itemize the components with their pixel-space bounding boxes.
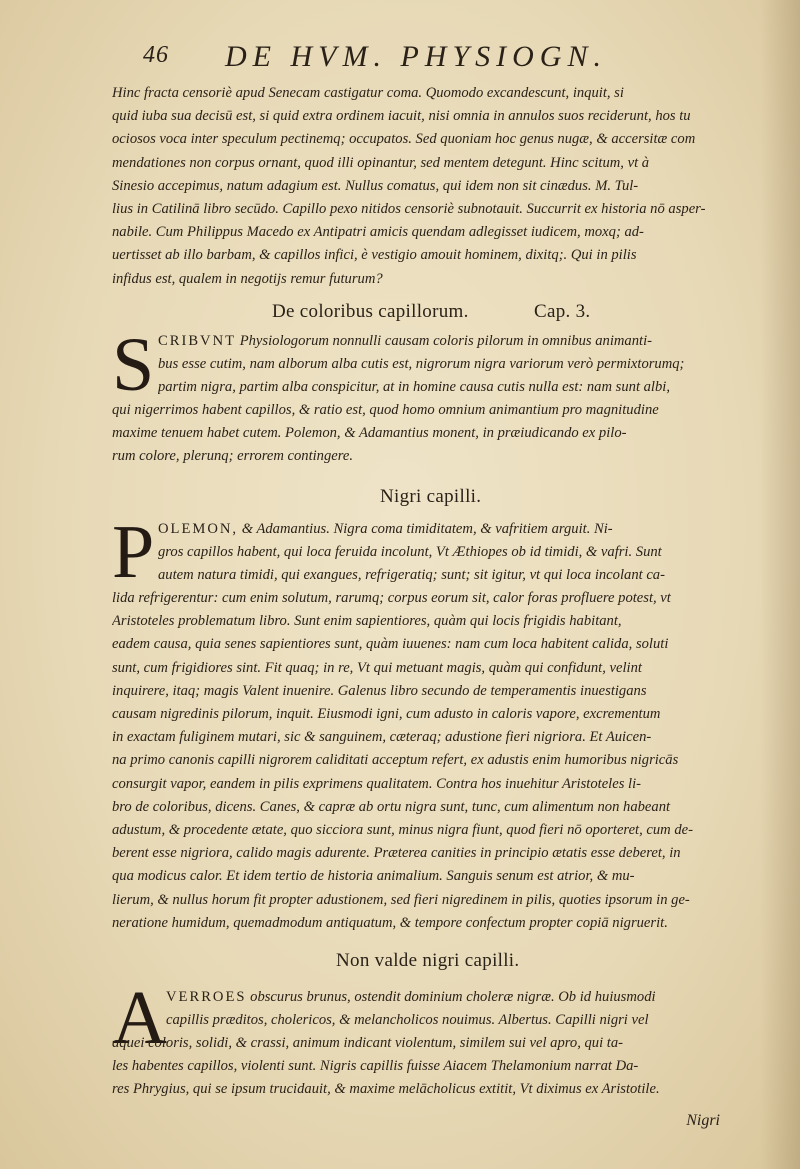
text-line: consurgit vapor, eandem in pilis exprimens qualitatem. Contra hos inuehitur Aristoteles li- [112,775,641,792]
text-line: qua modicus calor. Et idem tertio de historia animalium. Sanguis senum est atrior, & mu- [112,868,635,885]
text-line: quid iuba sua decisū est, si quid extra ordinem iacuit, nisi omnia in annulos suos reciderunt, hos tu [112,108,691,125]
running-title: DE HVM. PHYSIOGN. [225,40,607,73]
text-line: res Phrygius, qui se ipsum trucidauit, & maxime melācholicus extitit, Vt diximus ex Aristotile. [112,1081,660,1098]
text-line: maxime tenuem habet cutem. Polemon, & Adamantius monent, in præiudicando ex pilo- [112,425,627,442]
text-line: bro de coloribus, dicens. Canes, & capræ ab ortu nigra sunt, tunc, cum alimentum non habeant [112,798,671,815]
text-line-content: & Adamantius. Nigra coma timiditatem, & vafritiem arguit. Ni- [241,521,613,537]
text-line: qui nigerrimos habent capillos, & ratio est, quod homo omnium animantium pro magnitudine [112,402,659,418]
text-line-content: Physiologorum nonnulli causam coloris pilorum in omnibus animanti- [239,333,652,349]
text-line: les habentes capillos, violenti sunt. Nigris capillis fuisse Aiacem Thelamonium narrat Da- [112,1058,639,1075]
text-line: mendationes non corpus ornant, quod illi opinantur, sed mentem detegunt. Hinc scitum, vt à [112,154,650,171]
text-line: causam nigredinis pilorum, inquit. Eiusmodi igni, cum adusto in caloris vapore, excrementum [112,706,661,723]
text-line-content: obscurus brunus, ostendit dominium choleræ nigræ. Ob id huiusmodi [250,989,656,1005]
text-line: inquirere, itaq; magis Valent inuenire. Galenus libro secundo de temperamentis inuestigans [112,682,647,699]
text-line: ociosos voca inter speculum pectinemq; occupatos. Sed quoniam hoc genus nugæ, & accersitæ com [112,131,696,148]
text-line: rum colore, plerunq; errorem contingere. [112,448,354,465]
text-line: aquei coloris, solidi, & crassi, animum indicant violentum, similem sui vel apro, qui ta- [112,1035,624,1051]
section-heading: Non valde nigri capilli. [336,950,520,971]
text-line: eadem causa, quia senes sapientiores sunt, quàm iuuenes: nam cum loca habitent calida, soluti [112,636,669,653]
section-heading: De coloribus capillorum. [272,301,469,322]
section2-paragraph-rest [112,587,752,935]
text-line: gros capillos habent, qui loca feruida incolunt, Vt Æthiopes ob id timidi, & vafri. Sunt [158,544,662,561]
text-line [158,518,752,541]
section2-paragraph-top [158,518,752,588]
page-number: 46 [143,42,169,68]
page-header [143,40,703,80]
text-line: in exactam fuliginem mutari, sic & sanguinem, cæteraq; adustione fieri nigriora. Et Auicen- [112,729,652,746]
text-line: uertisset ab illo barbam, & capillos infici, è vestigio amouit hominem, dixitq;. Qui in pilis [112,247,637,264]
text-line: Sinesio accepimus, natum adagium est. Nullus comatus, qui idem non sit cinædus. M. Tul- [112,177,639,194]
text-line: bus esse cutim, nam alborum alba cutis est, nigrorum nigra variorum verò permixtorumq; [158,356,685,373]
text-line: partim nigra, partim alba conspicitur, at in homine causa cutis nulla est: nam sunt albi, [158,379,670,396]
text-line: neratione humidum, quemadmodum antiquatum, & tempore confectum propter copiā nigruerit. [112,914,668,931]
section3-paragraph-top [166,986,752,1032]
text-line: autem natura timidi, qui exangues, refrigeratiq; sunt; sit igitur, vt qui loca incolant ca- [158,567,665,584]
catchword: Nigri [686,1112,720,1129]
opening-word: VERROES [166,989,247,1005]
section3-paragraph-rest [112,1032,752,1102]
page-edge-shadow [760,0,800,1169]
drop-capital: S [112,323,155,407]
text-line: infidus est, qualem in negotijs remur futurum? [112,270,383,287]
text-line: lierum, & nullus horum fit propter adustionem, sed fieri nigredinem in pilis, quoties ipsorum in ge- [112,891,690,908]
text-line: adustum, & procedente ætate, quo sicciora sunt, minus nigra fiunt, quod fieri nō oporteret, cum de- [112,822,693,839]
text-line: lius in Catilinā libro secūdo. Capillo pexo nitidos censoriè subnotauit. Succurrit ex historia nō asper- [112,201,706,218]
text-line: sunt, cum frigidiores sint. Fit quaq; in re, Vt qui metuant magis, quàm qui confidunt, velint [112,659,642,676]
intro-paragraph [112,82,752,291]
text-line: nabile. Cum Philippus Macedo ex Antipatri amicis quendam adlegisset iudicem, moxq; ad- [112,224,644,241]
drop-capital: P [112,510,155,594]
text-line [158,330,752,353]
text-line: Hinc fracta censoriè apud Senecam castigatur coma. Quomodo excandescunt, inquit, si [112,85,624,101]
text-line: Aristoteles problematum libro. Sunt enim sapientiores, quàm qui locis frigidis habitant, [112,613,622,630]
drop-capital: A [112,976,167,1060]
section1-paragraph-rest [112,399,752,469]
chapter-number: Cap. 3. [534,301,591,322]
section1-paragraph-top [158,330,752,400]
opening-word: CRIBVNT [158,333,237,349]
text-line: lida refrigerentur: cum enim solutum, rarumq; corpus eorum sit, calor foras profluere potest, vt [112,590,671,606]
text-line: capillis præditos, cholericos, & melancholicos nouimus. Albertus. Capilli nigri vel [166,1012,649,1029]
text-line: berent esse nigriora, calido magis adurente. Præterea canities in principio ætatis esse deberet, in [112,845,681,862]
text-line: na primo canonis capilli nigrorem caliditati acceptum refert, ex adustis enim humoribus nigricās [112,752,679,769]
section-heading: Nigri capilli. [380,486,482,507]
opening-word: OLEMON, [158,521,239,537]
text-line [166,986,752,1009]
